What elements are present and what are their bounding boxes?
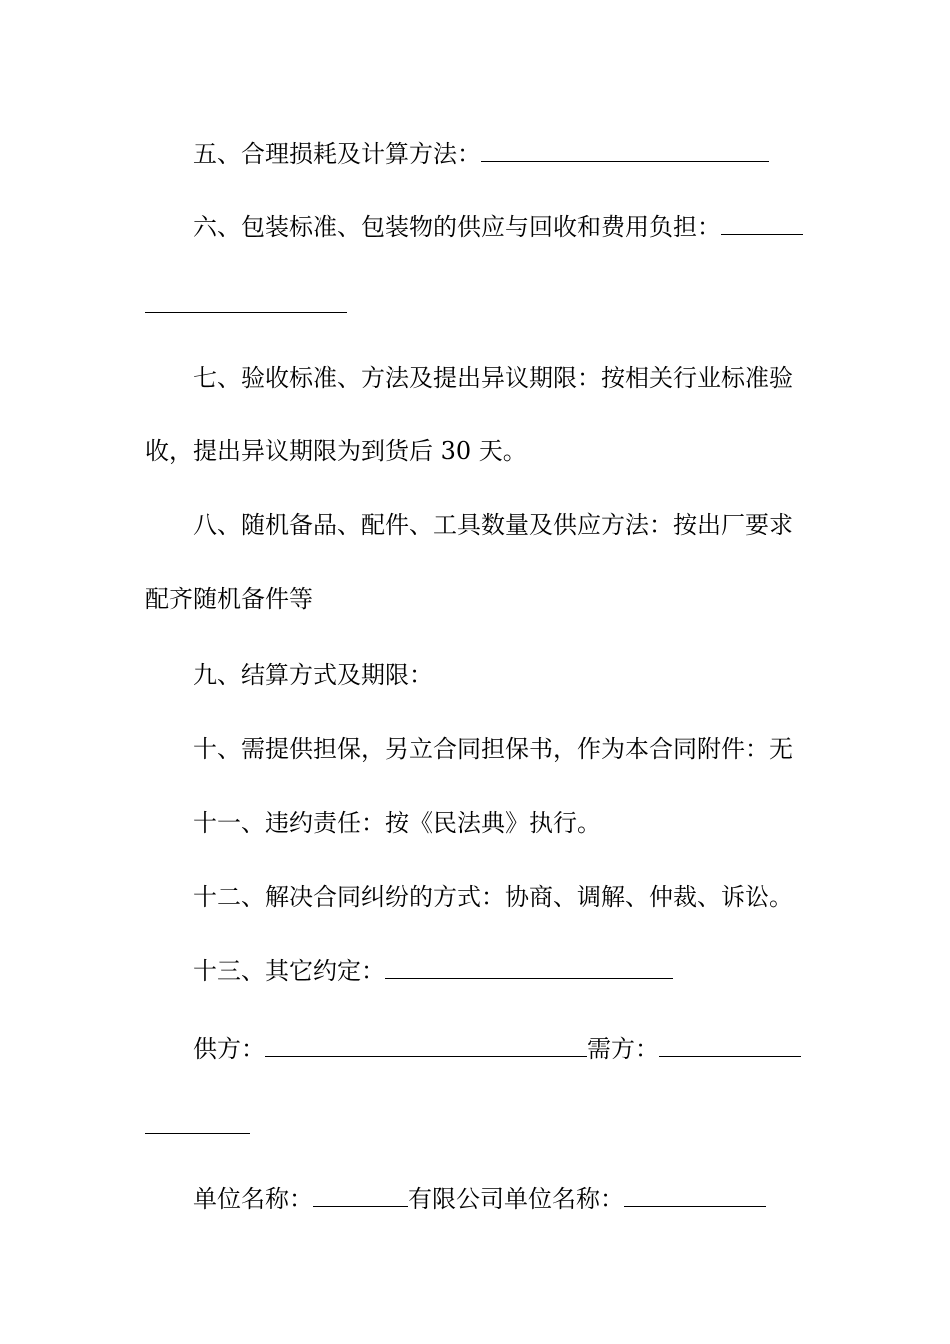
supplier-label: 供方： xyxy=(193,1035,265,1063)
buyer-label: 需方： xyxy=(587,1035,659,1063)
clause-10-label: 十、需提供担保，另立合同担保书，作为本合同附件：无 xyxy=(193,735,793,763)
clause-8-line-2 xyxy=(145,579,810,619)
clause-6-blank xyxy=(721,208,803,235)
clause-13-blank xyxy=(385,952,673,979)
clause-12-label: 十二、解决合同纠纷的方式：协商、调解、仲裁、诉讼。 xyxy=(193,883,793,911)
buyer-blank xyxy=(659,1030,801,1057)
clause-12 xyxy=(145,877,858,917)
clause-11 xyxy=(145,803,858,843)
clause-5-blank xyxy=(481,135,769,162)
buyer-unit-blank xyxy=(624,1180,766,1207)
signature-continuation xyxy=(145,1106,810,1146)
unit-names xyxy=(145,1179,858,1219)
clause-5-label: 五、合理损耗及计算方法： xyxy=(193,140,481,168)
clause-7-line-1 xyxy=(145,358,858,398)
clause-8-text-1: 八、随机备品、配件、工具数量及供应方法：按出厂要求 xyxy=(193,511,793,539)
clause-9 xyxy=(145,655,858,695)
supplier-unit-blank xyxy=(313,1180,408,1207)
supplier-blank xyxy=(265,1030,587,1057)
clause-10 xyxy=(145,729,858,769)
clause-11-label: 十一、违约责任：按《民法典》执行。 xyxy=(193,809,601,837)
unit-name-label: 单位名称： xyxy=(193,1185,313,1213)
clause-7-text-2: 收，提出异议期限为到货后 30 天。 xyxy=(145,437,527,465)
clause-7-text-1: 七、验收标准、方法及提出异议期限：按相关行业标准验 xyxy=(193,364,793,392)
clause-9-label: 九、结算方式及期限： xyxy=(193,661,433,689)
clause-5 xyxy=(145,134,858,174)
clause-6 xyxy=(145,207,858,247)
clause-13-label: 十三、其它约定： xyxy=(193,957,385,985)
clause-8-line-1 xyxy=(145,505,858,545)
buyer-blank-2 xyxy=(145,1107,250,1134)
clause-6-label: 六、包装标准、包装物的供应与回收和费用负担： xyxy=(193,213,721,241)
supplier-company-suffix: 有限公司单位名称： xyxy=(408,1185,624,1213)
clause-7-line-2 xyxy=(145,431,810,471)
clause-6-continuation xyxy=(145,285,810,325)
signature-parties xyxy=(145,1029,858,1069)
clause-8-text-2: 配齐随机备件等 xyxy=(145,585,313,613)
clause-6-blank-2 xyxy=(145,286,347,313)
clause-13 xyxy=(145,951,858,991)
